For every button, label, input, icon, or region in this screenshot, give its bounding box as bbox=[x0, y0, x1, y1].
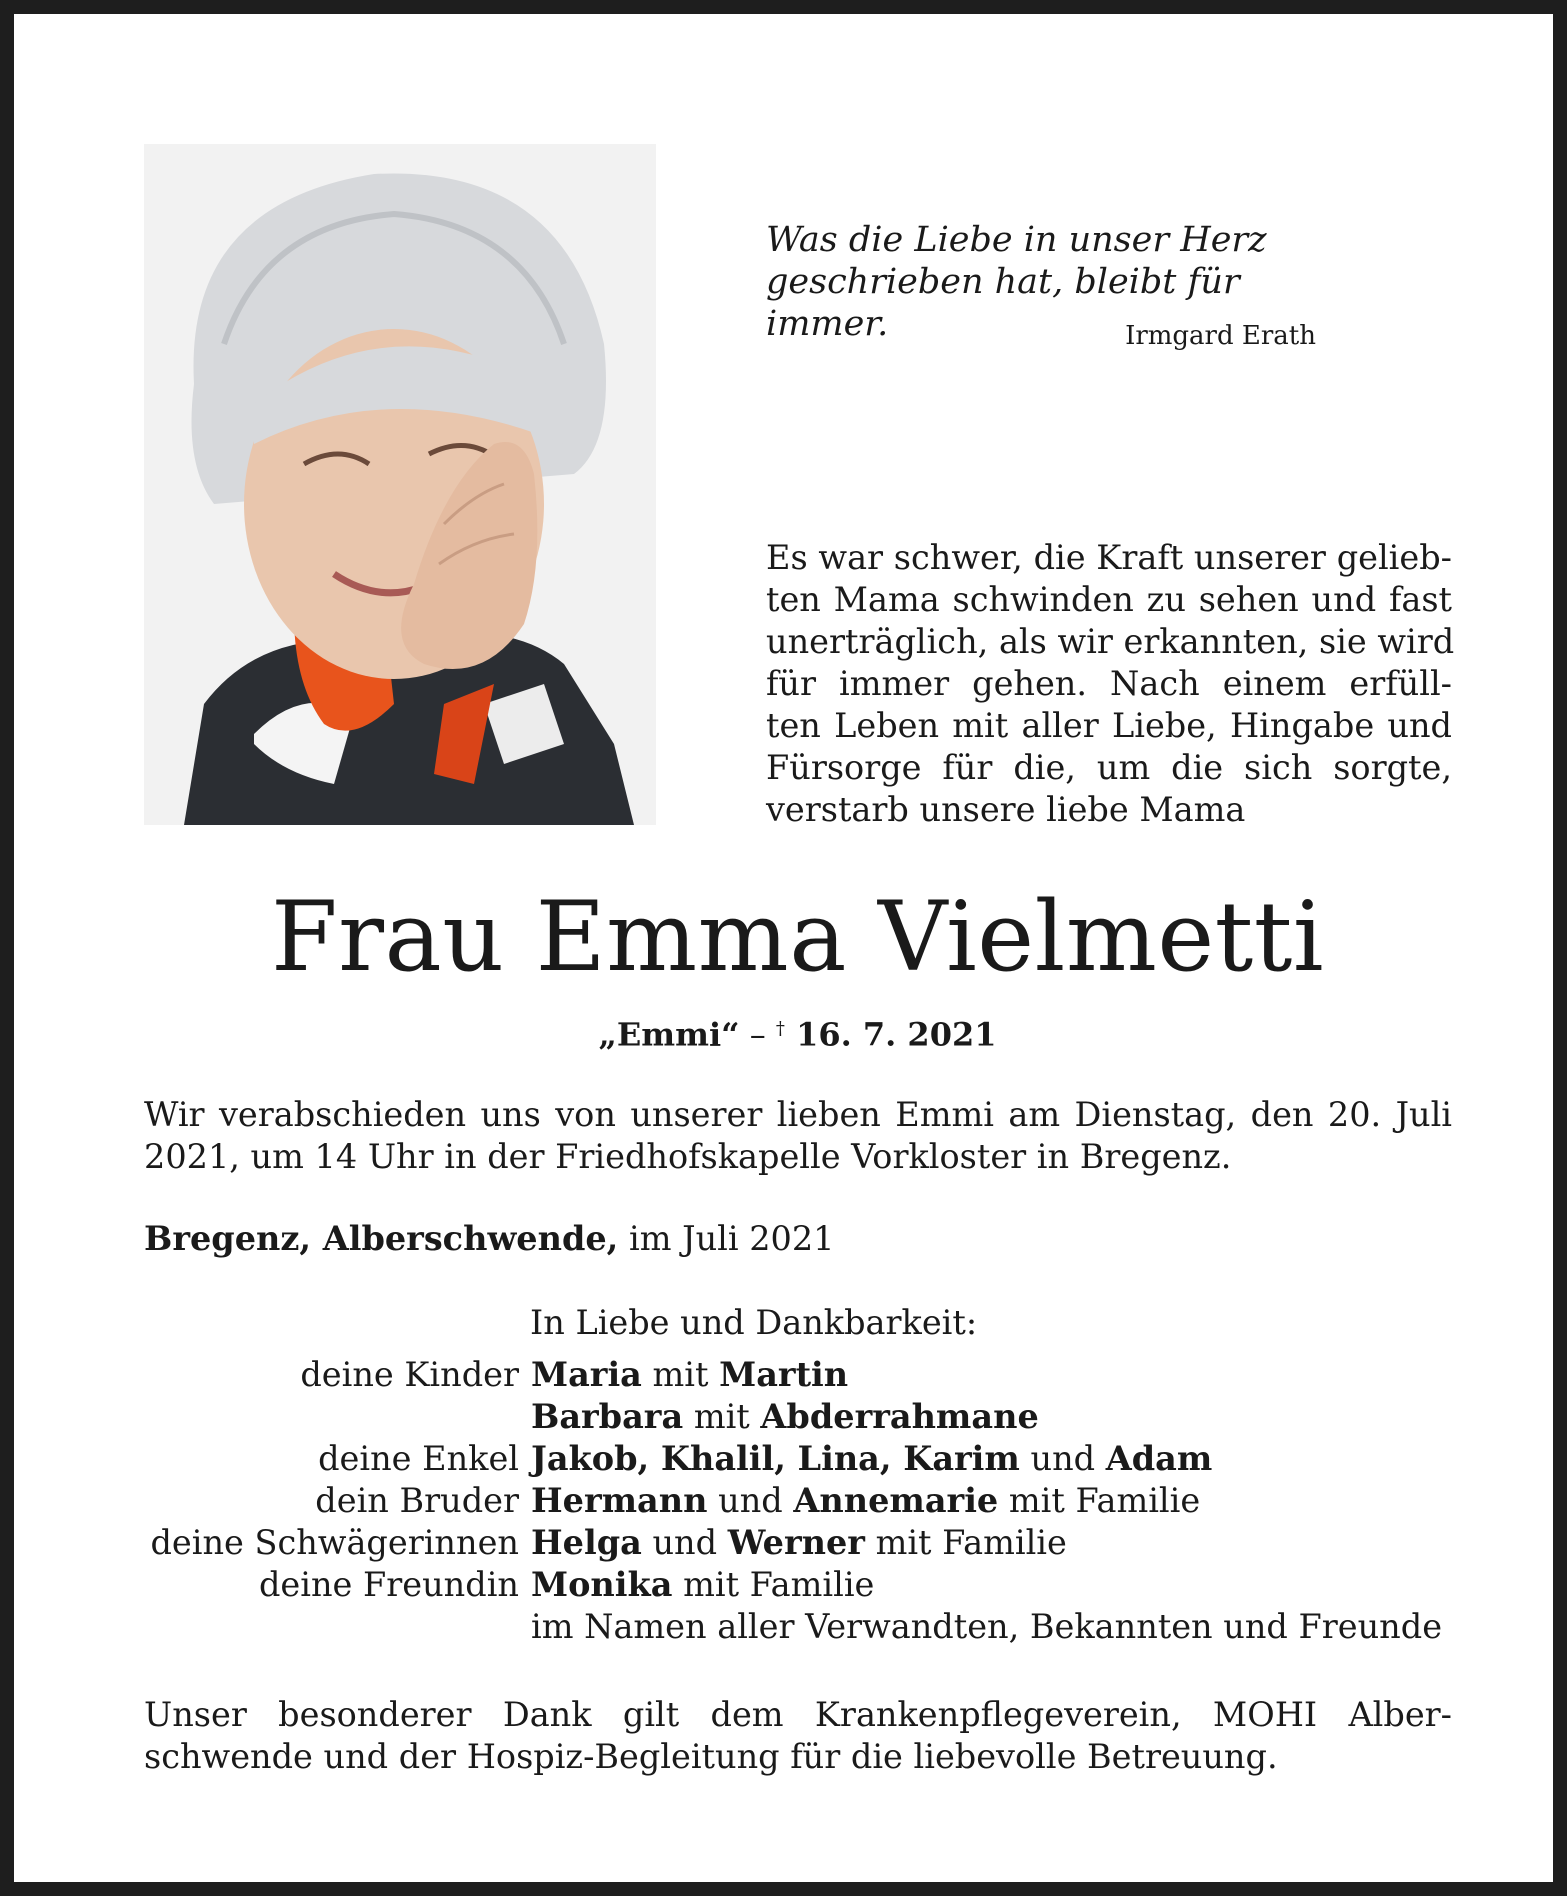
mourner-name: Maria bbox=[531, 1355, 642, 1394]
mourner-names bbox=[531, 1354, 848, 1396]
mourners-list bbox=[124, 1354, 1464, 1648]
mourners-heading: In Liebe und Dankbarkeit: bbox=[530, 1303, 978, 1342]
intro-line: ten Leben mit aller Liebe, Hingabe und bbox=[766, 706, 1452, 745]
intro-line: Fürsorge für die, um die sich sorgte, bbox=[766, 748, 1452, 787]
place-month: im Juli 2021 bbox=[618, 1219, 835, 1258]
intro-line: für immer gehen. Nach einem erfüll- bbox=[766, 664, 1452, 703]
mourner-name: Martin bbox=[719, 1355, 849, 1394]
mourner-names bbox=[531, 1522, 1067, 1564]
mourner-name: Annemarie bbox=[793, 1481, 999, 1520]
portrait-photo bbox=[144, 144, 656, 825]
funeral-paragraph bbox=[144, 1094, 1452, 1178]
mourner-row bbox=[124, 1354, 1464, 1396]
mourner-text: mit bbox=[683, 1397, 761, 1436]
mourner-text: mit Familie bbox=[998, 1481, 1201, 1520]
mourner-name: Werner bbox=[727, 1523, 865, 1562]
mourner-relation: deine Schwägerinnen bbox=[150, 1523, 519, 1562]
closing-line: schwende und der Hospiz-Begleitung für die liebevolle Betreuung. bbox=[144, 1737, 1278, 1776]
death-date: 16. 7. 2021 bbox=[784, 1015, 997, 1054]
mourner-names bbox=[531, 1606, 1442, 1648]
intro-line: ten Mama schwinden zu sehen und fast bbox=[766, 580, 1452, 619]
intro-line: Es war schwer, die Kraft unserer gelieb- bbox=[766, 538, 1452, 577]
intro-paragraph bbox=[766, 537, 1455, 831]
mourner-name: Jakob, Khalil, Lina, Karim bbox=[531, 1439, 1020, 1478]
deceased-subtitle bbox=[14, 1009, 1567, 1055]
closing-paragraph bbox=[144, 1694, 1452, 1778]
mourner-text: mit bbox=[641, 1355, 720, 1394]
mourner-name: Hermann bbox=[531, 1481, 708, 1520]
nickname: „Emmi“ bbox=[598, 1015, 740, 1054]
funeral-line: 2021, um 14 Uhr in der Friedhofskapelle Vorkloster in Bregenz. bbox=[144, 1137, 1232, 1176]
mourner-relation: deine Enkel bbox=[318, 1439, 519, 1478]
mourner-text: mit Familie bbox=[672, 1565, 875, 1604]
place-names: Bregenz, Alberschwende, bbox=[144, 1219, 619, 1258]
funeral-line: Wir verabschieden uns von unserer lieben Emmi am Dienstag, den 20. Juli bbox=[144, 1095, 1452, 1134]
place-date bbox=[144, 1218, 834, 1260]
mourner-row bbox=[124, 1396, 1464, 1438]
mourner-row bbox=[124, 1522, 1464, 1564]
intro-line: verstarb unsere liebe Mama bbox=[766, 790, 1246, 829]
mourner-relation: deine Kinder bbox=[300, 1355, 519, 1394]
closing-line: Unser besonderer Dank gilt dem Krankenpflegeverein, MOHI Alber- bbox=[144, 1695, 1452, 1734]
mourner-text: und bbox=[641, 1523, 728, 1562]
mourner-names bbox=[531, 1480, 1200, 1522]
mourner-row bbox=[124, 1564, 1464, 1606]
mourner-names bbox=[531, 1396, 1039, 1438]
mourner-name: Abderrahmane bbox=[760, 1397, 1039, 1436]
mourner-name: Monika bbox=[531, 1565, 673, 1604]
mourner-text: und bbox=[1019, 1439, 1106, 1478]
mourner-name: Adam bbox=[1105, 1439, 1213, 1478]
quote-line-1: Was die Liebe in unser Herz bbox=[766, 220, 1267, 260]
mourner-text: mit Familie bbox=[864, 1523, 1067, 1562]
mourner-row bbox=[124, 1438, 1464, 1480]
mourner-relation: dein Bruder bbox=[315, 1481, 519, 1520]
mourner-names bbox=[531, 1564, 874, 1606]
mourner-text: und bbox=[707, 1481, 794, 1520]
mourner-relation bbox=[124, 1606, 531, 1648]
mourner-row bbox=[124, 1606, 1464, 1648]
dash: – bbox=[739, 1015, 776, 1054]
mourner-text: im Namen aller Verwandten, Bekannten und Freunde bbox=[531, 1607, 1443, 1646]
mourner-name: Barbara bbox=[531, 1397, 684, 1436]
mourner-relation: deine Freundin bbox=[258, 1565, 519, 1604]
intro-line: unerträglich, als wir erkannten, sie wird bbox=[766, 622, 1455, 661]
cross-icon: † bbox=[775, 1018, 785, 1039]
mourner-relation bbox=[124, 1396, 531, 1438]
mourner-names bbox=[531, 1438, 1212, 1480]
quote-line-2: geschrieben hat, bleibt für immer. bbox=[766, 262, 1240, 344]
mourner-name: Helga bbox=[531, 1523, 642, 1562]
deceased-name: Frau Emma Vielmetti bbox=[270, 881, 1325, 993]
mourner-row bbox=[124, 1480, 1464, 1522]
quote-author: Irmgard Erath bbox=[1125, 321, 1316, 351]
